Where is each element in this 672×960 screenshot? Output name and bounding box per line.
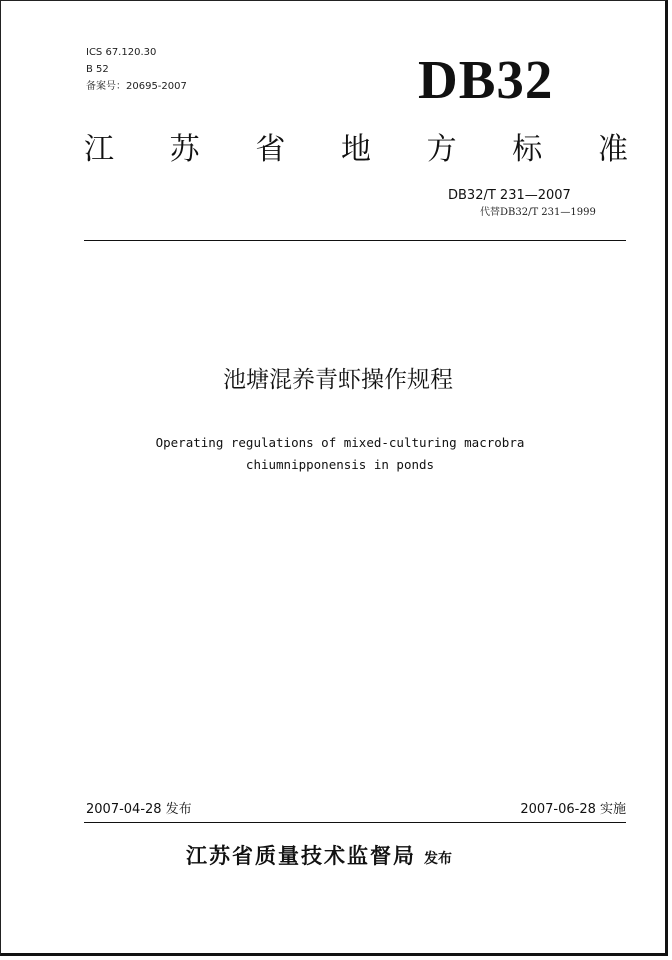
heading-char: 标 (512, 132, 543, 167)
top-divider (84, 240, 626, 241)
heading-char: 准 (597, 132, 628, 167)
document-title-chinese: 池塘混养青虾操作规程 (223, 367, 453, 393)
issuer-block (186, 842, 452, 873)
standard-number: DB32/T 231—2007 (448, 188, 571, 203)
meta-block (86, 44, 187, 95)
english-title-line: chiumnipponensis in ponds (245, 457, 435, 472)
issue-date: 2007-04-28 发布 (86, 802, 192, 817)
document-title-english (130, 432, 550, 476)
heading-char: 省 (255, 132, 286, 167)
heading-char: 地 (340, 132, 371, 167)
effective-date: 2007-06-28 实施 (520, 802, 626, 817)
issuer-suffix: 发布 (424, 851, 452, 867)
standard-code-logo: DB32 (418, 49, 554, 110)
heading-char: 江 (84, 132, 114, 167)
filing-number: 备案号：20695-2007 (86, 81, 187, 92)
category-code: B 52 (86, 64, 109, 75)
issuer-name: 江苏省质量技术监督局 (186, 844, 416, 868)
bottom-divider (84, 822, 626, 823)
provincial-standard-heading (84, 132, 628, 168)
english-title-line: Operating regulations of mixed-culturing macrobra (155, 435, 525, 450)
replaces-standard: 代替DB32/T 231—1999 (480, 207, 596, 218)
heading-char: 方 (426, 132, 457, 167)
heading-char: 苏 (169, 132, 200, 167)
ics-code: ICS 67.120.30 (86, 47, 157, 58)
